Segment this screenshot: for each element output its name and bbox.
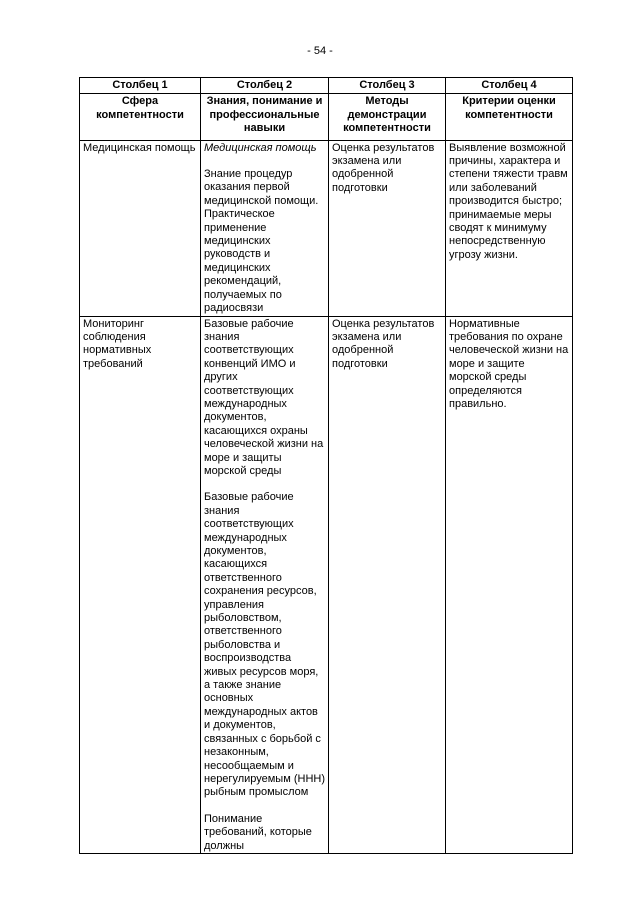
column-number-2: Столбец 2 (201, 78, 329, 94)
knowledge-subtitle: Медицинская помощь (204, 141, 317, 154)
criteria-cell: Выявление возможной причины, характера и степени тяжести травм или заболеваний производится быстро; принимаемые меры сводят к минимуму непосредственную угрозу жизни. (446, 140, 573, 316)
column-number-4: Столбец 4 (446, 78, 573, 94)
column-number-row (80, 78, 573, 94)
table-row (80, 316, 573, 853)
criteria-cell: Нормативные требования по охране человеческой жизни на море и защите морской среды определяются правильно. (446, 316, 573, 853)
table-row (80, 140, 573, 316)
method-cell: Оценка результатов экзамена или одобренной подготовки (329, 140, 446, 316)
knowledge-paragraph: Понимание требований, которые должны (204, 812, 312, 852)
knowledge-cell (201, 140, 329, 316)
method-cell: Оценка результатов экзамена или одобренной подготовки (329, 316, 446, 853)
knowledge-paragraph: Базовые рабочие знания соответствующих международных документов, касающихся ответственного сохранения ресурсов, управления рыболовством, ответственного рыболовства и воспроизводства живых ресурсов моря, а также знание основных международных актов и документов, связанных с борьбой с незаконным, несообщаемым и нерегулируемым (ННН) рыбным промыслом (204, 491, 325, 799)
header-evaluation-criteria: Критерии оценки компетентности (446, 94, 573, 140)
knowledge-cell (201, 316, 329, 853)
header-knowledge-skills: Знания, понимание и профессиональные навыки (201, 94, 329, 140)
knowledge-paragraph: Базовые рабочие знания соответствующих конвенций ИМО и других соответствующих международных документов, касающихся охраны человеческой жизни на море и защиты морской среды (204, 317, 324, 477)
header-row (80, 94, 573, 140)
column-number-3: Столбец 3 (329, 78, 446, 94)
competence-cell: Медицинская помощь (80, 140, 201, 316)
header-competence-area: Сфера компетентности (80, 94, 201, 140)
competence-table (79, 77, 573, 854)
column-number-1: Столбец 1 (80, 78, 201, 94)
page-number: - 54 - (307, 45, 333, 57)
competence-cell: Мониторинг соблюдения нормативных требований (80, 316, 201, 853)
header-demonstration-methods: Методы демонстрации компетентности (329, 94, 446, 140)
knowledge-paragraph: Знание процедур оказания первой медицинской помощи. Практическое применение медицинских руководств и медицинских рекомендаций, получаемых по радиосвязи (204, 168, 319, 315)
